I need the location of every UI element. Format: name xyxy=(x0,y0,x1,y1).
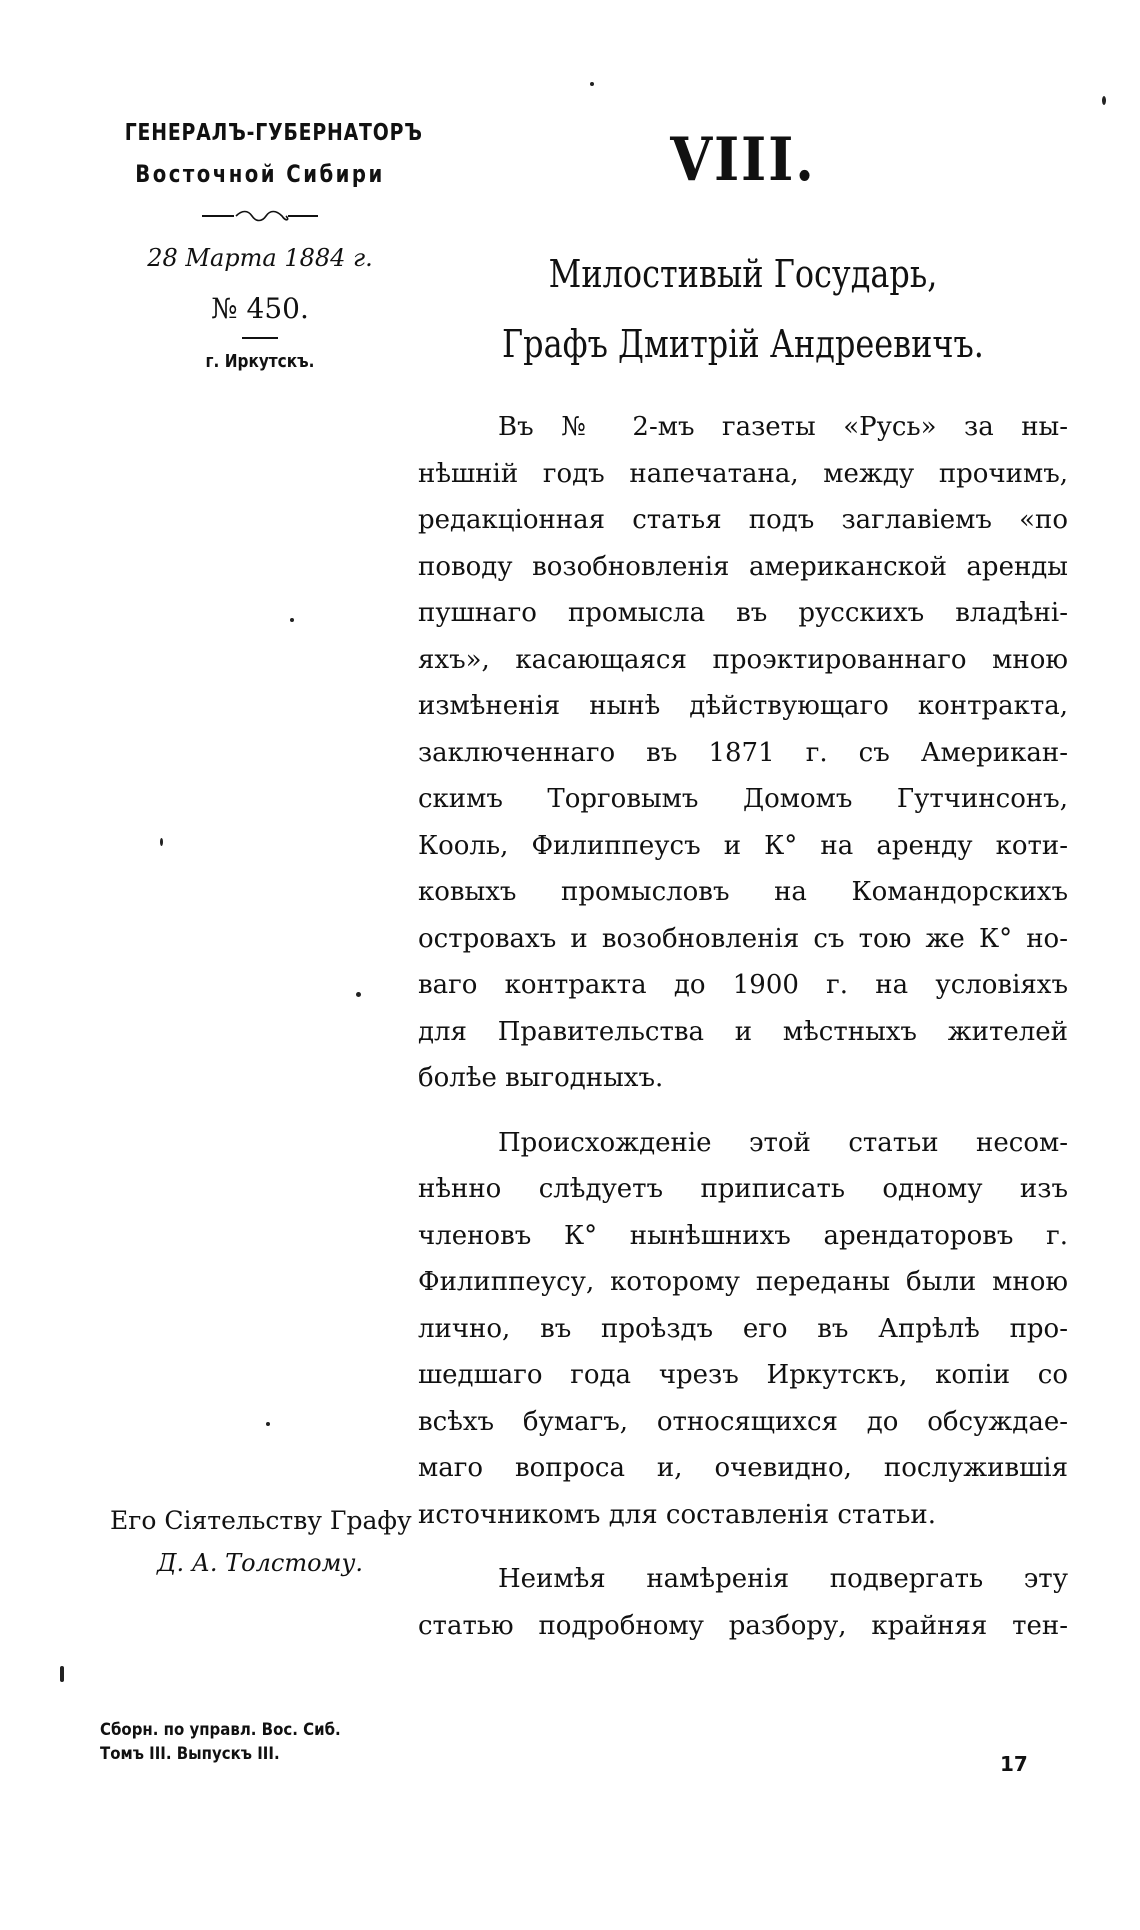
text-line: статью подробному разбору, крайняя тен- xyxy=(418,1610,1068,1641)
text-line: для Правительства и мѣстныхъ жителей xyxy=(418,1016,1068,1047)
letter-body xyxy=(418,125,1068,1649)
letter-place: г. Иркутскъ. xyxy=(205,351,315,372)
text-line: маго вопроса и, очевидно, послужившія xyxy=(418,1453,1068,1483)
text-line: яхъ», касающаяся проэктированнаго мною xyxy=(418,644,1068,675)
scan-speck xyxy=(60,1666,64,1682)
ornament-divider-icon xyxy=(200,208,320,224)
text-line: островахъ и возобновленія съ тою же К° но- xyxy=(418,923,1068,954)
salutation-line-2: Графъ Дмитрій Андреевичъ. xyxy=(502,322,984,366)
paragraph xyxy=(418,1120,1068,1539)
section-numeral: VIII. xyxy=(670,125,816,195)
text-line: Филиппеусу, которому переданы были мною xyxy=(418,1267,1068,1297)
scan-speck xyxy=(160,838,163,846)
text-line: измѣненія нынѣ дѣйствующаго контракта, xyxy=(418,691,1068,721)
text-line: нѣшній годъ напечатана, между прочимъ, xyxy=(418,458,1068,489)
letter-number: № 450. xyxy=(211,292,309,325)
text-line: Въ № 2-мъ газеты «Русь» за ны- xyxy=(498,412,1068,442)
text-line: Происхожденіе этой статьи несом- xyxy=(498,1127,1068,1158)
text-line: редакціонная статья подъ заглавіемъ «по xyxy=(418,505,1068,535)
letter-text xyxy=(418,404,1068,1649)
office-region: Восточной Сибири xyxy=(135,160,385,188)
page-number: 17 xyxy=(1000,1752,1028,1776)
paragraph xyxy=(418,404,1068,1102)
text-line: всѣхъ бумагъ, относящихся до обсуждае- xyxy=(418,1406,1068,1437)
addressee-block xyxy=(110,1506,410,1577)
letter-date: 28 Марта 1884 г. xyxy=(147,244,373,272)
text-line: поводу возобновленія американской аренды xyxy=(418,551,1068,582)
text-line: Кооль, Филиппеусъ и К° на аренду коти- xyxy=(418,830,1068,861)
text-line: пушнаго промысла въ русскихъ владѣні- xyxy=(418,598,1068,628)
office-title: ГЕНЕРАЛЪ-ГУБЕРНАТОРЪ xyxy=(124,120,423,146)
addressee-name: Д. А. Толстому. xyxy=(156,1549,364,1577)
sender-block xyxy=(95,120,425,372)
text-line: ковыхъ промысловъ на Командорскихъ xyxy=(418,877,1068,907)
scan-speck xyxy=(1102,96,1106,105)
source-line-1: Сборн. по управл. Вос. Сиб. xyxy=(100,1720,341,1740)
scan-speck xyxy=(290,618,294,622)
salutation-line-1: Милостивый Государь, xyxy=(548,252,938,296)
text-line: болѣе выгодныхъ. xyxy=(418,1063,664,1093)
text-line: шедшаго года чрезъ Иркутскъ, копіи со xyxy=(418,1360,1068,1390)
scan-speck xyxy=(356,992,361,997)
source-line-2: Томъ III. Выпускъ III. xyxy=(100,1744,280,1764)
text-line: членовъ К° нынѣшнихъ арендаторовъ г. xyxy=(418,1220,1068,1251)
text-line: нѣнно слѣдуетъ приписать одному изъ xyxy=(418,1174,1068,1204)
text-line: лично, въ проѣздъ его въ Апрѣлѣ про- xyxy=(418,1313,1068,1344)
text-line: источникомъ для составленія статьи. xyxy=(418,1499,936,1530)
paragraph xyxy=(418,1556,1068,1649)
scan-speck xyxy=(590,82,594,86)
text-line: заключеннаго въ 1871 г. съ Американ- xyxy=(418,737,1068,768)
addressee-title: Его Сіятельству Графу xyxy=(110,1506,412,1535)
source-citation xyxy=(100,1718,341,1766)
text-line: скимъ Торговымъ Домомъ Гутчинсонъ, xyxy=(418,784,1068,814)
text-line: Неимѣя намѣренія подвергать эту xyxy=(498,1564,1068,1594)
text-line: ваго контракта до 1900 г. на условіяхъ xyxy=(418,970,1068,1000)
divider xyxy=(242,337,278,339)
scan-speck xyxy=(266,1422,270,1426)
